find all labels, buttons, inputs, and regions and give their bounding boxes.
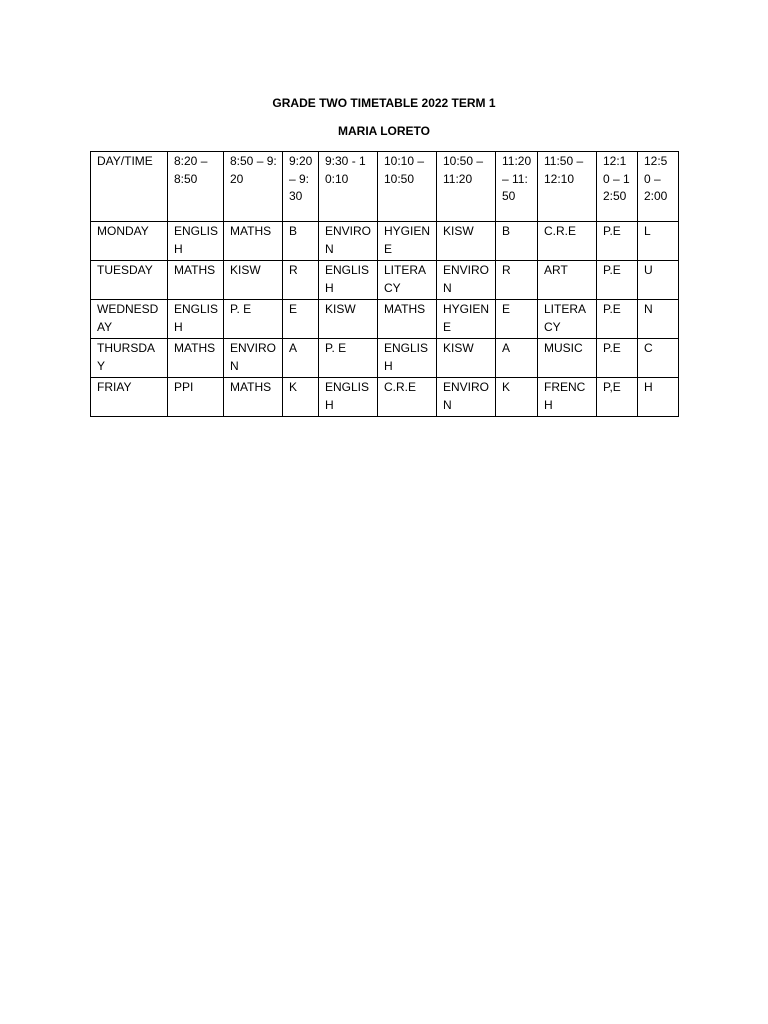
day-cell: MONDAY <box>91 222 168 261</box>
table-cell: P.E <box>597 222 638 261</box>
table-cell: K <box>496 378 538 417</box>
table-cell: KISW <box>224 261 283 300</box>
table-cell: P. E <box>224 300 283 339</box>
table-cell: LITERACY <box>378 261 437 300</box>
header-cell: 11:50 – 12:10 <box>538 152 597 222</box>
table-cell: KISW <box>437 339 496 378</box>
table-cell: P. E <box>319 339 378 378</box>
header-cell: 12:10 – 12:50 <box>597 152 638 222</box>
table-cell: B <box>496 222 538 261</box>
table-cell: K <box>283 378 319 417</box>
table-cell: MATHS <box>378 300 437 339</box>
header-cell: 9:30 - 10:10 <box>319 152 378 222</box>
page-title: GRADE TWO TIMETABLE 2022 TERM 1 <box>272 96 496 110</box>
table-cell: MATHS <box>168 261 224 300</box>
table-cell: P.E <box>597 300 638 339</box>
header-cell: 10:10 – 10:50 <box>378 152 437 222</box>
header-cell: 8:20 – 8:50 <box>168 152 224 222</box>
table-cell: B <box>283 222 319 261</box>
table-cell: P,E <box>597 378 638 417</box>
table-row <box>91 300 679 339</box>
table-cell: KISW <box>319 300 378 339</box>
day-cell: WEDNESDAY <box>91 300 168 339</box>
table-cell: MATHS <box>168 339 224 378</box>
header-cell: 9:20 – 9:30 <box>283 152 319 222</box>
table-cell: E <box>283 300 319 339</box>
table-cell: ENGLISH <box>319 378 378 417</box>
table-row <box>91 339 679 378</box>
table-cell: R <box>283 261 319 300</box>
table-cell: MUSIC <box>538 339 597 378</box>
table-cell: KISW <box>437 222 496 261</box>
timetable-header-row <box>91 152 679 222</box>
table-cell: ENVIRON <box>437 261 496 300</box>
header-cell: 11:20 – 11:50 <box>496 152 538 222</box>
table-cell: A <box>283 339 319 378</box>
table-cell: ENVIRON <box>319 222 378 261</box>
table-cell: C.R.E <box>378 378 437 417</box>
table-cell: MATHS <box>224 378 283 417</box>
table-cell: ART <box>538 261 597 300</box>
page-subtitle: MARIA LORETO <box>338 124 430 138</box>
table-cell: U <box>638 261 679 300</box>
table-cell: HYGIENE <box>378 222 437 261</box>
table-cell: MATHS <box>224 222 283 261</box>
table-row <box>91 222 679 261</box>
table-cell: A <box>496 339 538 378</box>
header-cell: 10:50 – 11:20 <box>437 152 496 222</box>
table-cell: PPI <box>168 378 224 417</box>
timetable <box>90 151 679 417</box>
table-cell: ENGLISH <box>168 222 224 261</box>
table-cell: ENVIRON <box>224 339 283 378</box>
table-cell: E <box>496 300 538 339</box>
table-cell: C.R.E <box>538 222 597 261</box>
table-cell: C <box>638 339 679 378</box>
day-cell: TUESDAY <box>91 261 168 300</box>
table-row <box>91 261 679 300</box>
header-cell: 8:50 – 9:20 <box>224 152 283 222</box>
day-cell: THURSDAY <box>91 339 168 378</box>
table-cell: ENGLISH <box>319 261 378 300</box>
table-cell: ENGLISH <box>378 339 437 378</box>
table-cell: H <box>638 378 679 417</box>
table-cell: ENGLISH <box>168 300 224 339</box>
header-cell: DAY/TIME <box>91 152 168 222</box>
table-row <box>91 378 679 417</box>
table-cell: P.E <box>597 261 638 300</box>
day-cell: FRIAY <box>91 378 168 417</box>
table-cell: FRENCH <box>538 378 597 417</box>
table-cell: L <box>638 222 679 261</box>
table-cell: LITERACY <box>538 300 597 339</box>
table-cell: P.E <box>597 339 638 378</box>
table-cell: R <box>496 261 538 300</box>
table-cell: HYGIENE <box>437 300 496 339</box>
header-cell: 12:50 – 2:00 <box>638 152 679 222</box>
table-cell: ENVIRON <box>437 378 496 417</box>
table-cell: N <box>638 300 679 339</box>
